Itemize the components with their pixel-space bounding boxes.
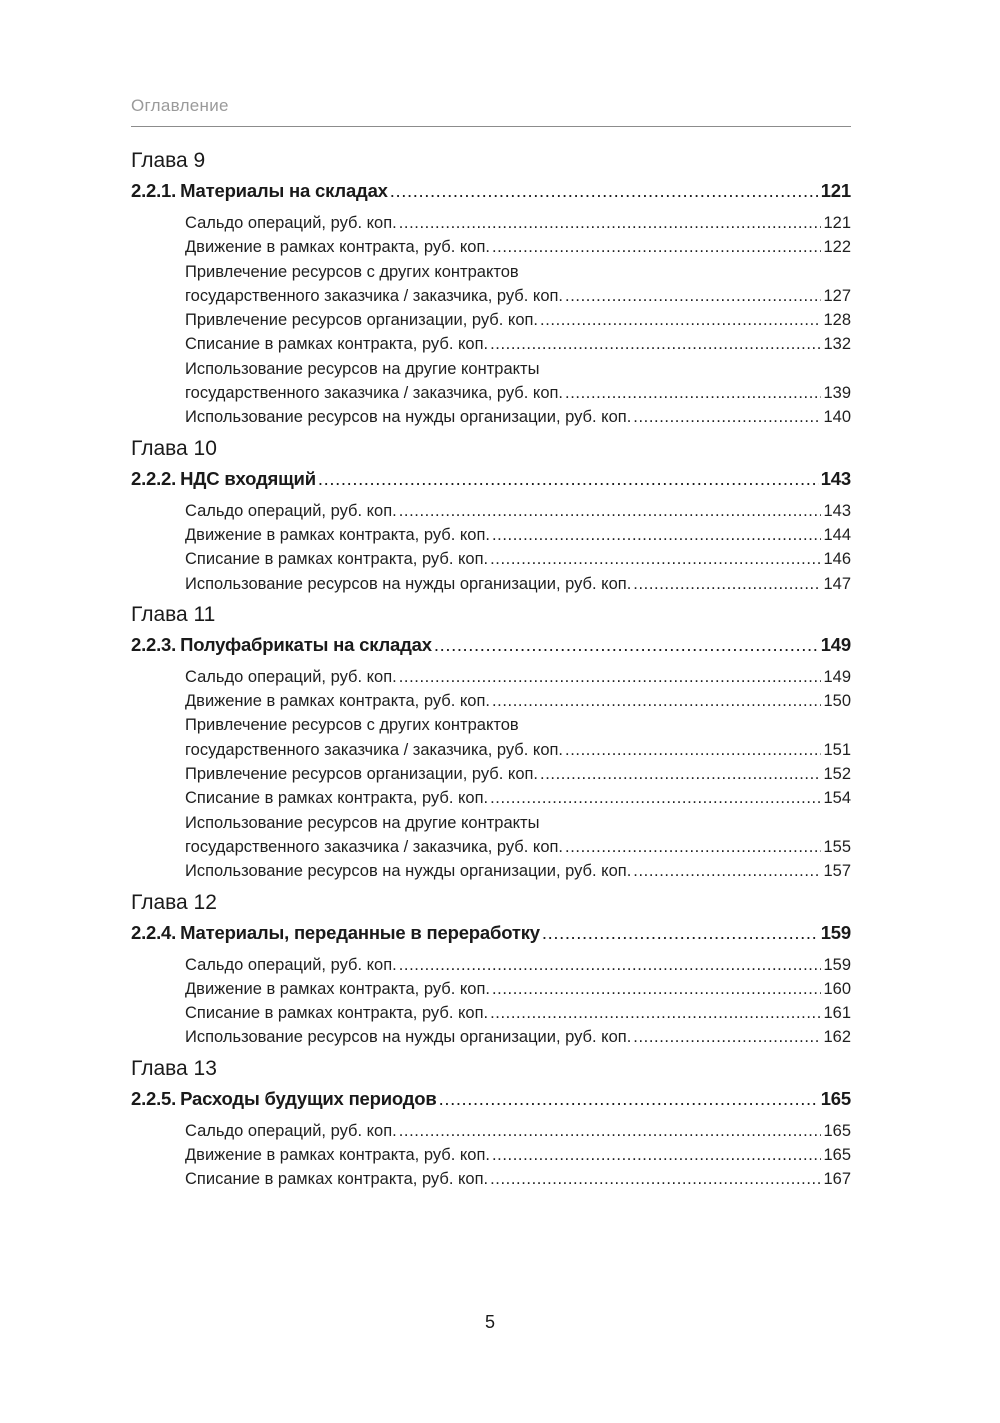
entry-label: государственного заказчика / заказчика, руб. коп. bbox=[185, 837, 564, 856]
section-title: Полуфабрикаты на складах bbox=[180, 633, 432, 655]
dot-leader bbox=[399, 669, 822, 689]
toc-entry-link[interactable] bbox=[185, 572, 851, 596]
entry-page-number: 132 bbox=[823, 335, 851, 354]
section-page-number: 121 bbox=[820, 180, 851, 201]
entry-page-number: 147 bbox=[823, 574, 851, 593]
section-heading-link[interactable] bbox=[131, 1084, 851, 1111]
entry-page-number: 159 bbox=[823, 955, 851, 974]
dot-leader bbox=[565, 742, 821, 762]
section-number: 2.2.5. bbox=[131, 1087, 177, 1109]
entry-page-number: 122 bbox=[823, 238, 851, 257]
entry-label-line: Использование ресурсов на другие контракты bbox=[185, 359, 540, 378]
running-header: Оглавление bbox=[131, 96, 229, 115]
entry-label: Сальдо операций, руб. коп. bbox=[185, 501, 397, 520]
dot-leader bbox=[490, 337, 821, 357]
chapter-title: Глава 11 bbox=[131, 602, 216, 626]
entry-page-number: 121 bbox=[823, 214, 851, 232]
dot-leader bbox=[490, 552, 821, 572]
toc-entry-link[interactable] bbox=[185, 308, 851, 332]
toc-entry-link[interactable] bbox=[185, 977, 851, 1001]
toc-entry-link[interactable] bbox=[185, 1119, 851, 1143]
entry-label: Списание в рамках контракта, руб. коп. bbox=[185, 789, 489, 808]
entry-label: Движение в рамках контракта, руб. коп. bbox=[185, 692, 490, 711]
entry-page-number: 139 bbox=[823, 384, 851, 403]
entry-page-number: 165 bbox=[823, 1146, 851, 1165]
toc-entry-link[interactable] bbox=[185, 547, 851, 571]
dot-leader bbox=[399, 957, 822, 977]
entry-page-number: 162 bbox=[823, 1028, 851, 1047]
toc-entry-link[interactable] bbox=[185, 953, 851, 977]
entry-label: Использование ресурсов на нужды организации, руб. коп. bbox=[185, 408, 632, 427]
dot-leader bbox=[490, 1006, 821, 1026]
toc-entry-link[interactable] bbox=[185, 523, 851, 547]
entry-page-number: 157 bbox=[823, 862, 851, 881]
toc-entry-link[interactable] bbox=[185, 1143, 851, 1167]
entry-page-number: 128 bbox=[823, 311, 851, 330]
section-title: Материалы на складах bbox=[180, 180, 388, 201]
dot-leader bbox=[565, 386, 821, 406]
entry-page-number: 167 bbox=[823, 1170, 851, 1189]
entry-label: государственного заказчика / заказчика, руб. коп. bbox=[185, 740, 564, 759]
toc-entry-link[interactable] bbox=[185, 235, 851, 259]
entry-page-number: 165 bbox=[823, 1121, 851, 1140]
toc-entry-link[interactable] bbox=[185, 762, 851, 786]
page-number: 5 bbox=[484, 1312, 495, 1332]
entry-page-number: 143 bbox=[823, 501, 851, 520]
toc-entry-link[interactable] bbox=[185, 859, 851, 883]
entry-label: Использование ресурсов на нужды организации, руб. коп. bbox=[185, 574, 632, 593]
chapter-block bbox=[131, 602, 851, 884]
dot-leader bbox=[490, 1172, 821, 1192]
section-title: Расходы будущих периодов bbox=[180, 1087, 437, 1109]
entry-page-number: 150 bbox=[823, 692, 851, 711]
dot-leader bbox=[399, 503, 822, 523]
entry-label: Привлечение ресурсов организации, руб. коп. bbox=[185, 311, 539, 330]
section-number: 2.2.2. bbox=[131, 467, 177, 489]
entry-list bbox=[185, 1119, 851, 1192]
toc-entry-link[interactable] bbox=[185, 499, 851, 523]
toc-entry-link[interactable] bbox=[185, 835, 851, 859]
entry-label-line: Привлечение ресурсов с других контрактов bbox=[185, 716, 519, 735]
chapter-title: Глава 10 bbox=[131, 436, 217, 460]
section-page-number: 165 bbox=[820, 1087, 851, 1109]
dot-leader bbox=[399, 216, 822, 236]
toc-entry-link[interactable] bbox=[185, 1001, 851, 1025]
chapter-title: Глава 9 bbox=[131, 149, 206, 172]
entry-label: Сальдо операций, руб. коп. bbox=[185, 214, 397, 232]
entry-list bbox=[185, 211, 851, 430]
entry-page-number: 151 bbox=[823, 740, 851, 759]
section-page-number: 159 bbox=[820, 921, 851, 943]
dot-leader bbox=[633, 1030, 821, 1050]
entry-label: государственного заказчика / заказчика, руб. коп. bbox=[185, 384, 564, 403]
dot-leader bbox=[492, 527, 822, 547]
toc-entry-link[interactable] bbox=[185, 738, 851, 762]
entry-label: Списание в рамках контракта, руб. коп. bbox=[185, 1004, 489, 1023]
toc-entry-link[interactable] bbox=[185, 1025, 851, 1049]
entry-label: Списание в рамках контракта, руб. коп. bbox=[185, 550, 489, 569]
entry-label: Движение в рамках контракта, руб. коп. bbox=[185, 979, 490, 998]
dot-leader bbox=[390, 181, 819, 203]
section-number: 2.2.3. bbox=[131, 633, 177, 655]
entry-label: Привлечение ресурсов организации, руб. коп. bbox=[185, 765, 539, 784]
entry-list bbox=[185, 665, 851, 884]
table-of-contents bbox=[131, 148, 851, 1198]
entry-label: Движение в рамках контракта, руб. коп. bbox=[185, 525, 490, 544]
dot-leader bbox=[318, 468, 819, 490]
entry-page-number: 149 bbox=[823, 667, 851, 686]
toc-entry-link[interactable] bbox=[185, 405, 851, 429]
entry-page-number: 152 bbox=[823, 765, 851, 784]
entry-label: Списание в рамках контракта, руб. коп. bbox=[185, 1170, 489, 1189]
toc-entry-link[interactable] bbox=[185, 284, 851, 308]
dot-leader bbox=[633, 864, 821, 884]
entry-label: Списание в рамках контракта, руб. коп. bbox=[185, 335, 489, 354]
section-heading-link[interactable] bbox=[131, 918, 851, 945]
section-number: 2.2.4. bbox=[131, 921, 177, 943]
entry-list bbox=[185, 953, 851, 1050]
section-title: НДС входящий bbox=[180, 467, 316, 489]
dot-leader bbox=[565, 288, 821, 308]
entry-page-number: 140 bbox=[823, 408, 851, 427]
chapter-title: Глава 12 bbox=[131, 890, 217, 914]
entry-label: Сальдо операций, руб. коп. bbox=[185, 1121, 397, 1140]
dot-leader bbox=[439, 1089, 819, 1111]
toc-entry-link[interactable] bbox=[185, 211, 851, 235]
section-heading-link[interactable] bbox=[131, 630, 851, 657]
toc-entry-link[interactable] bbox=[185, 332, 851, 356]
dot-leader bbox=[633, 576, 821, 596]
dot-leader bbox=[492, 1148, 822, 1168]
entry-label: Использование ресурсов на нужды организации, руб. коп. bbox=[185, 1028, 632, 1047]
section-heading-link[interactable] bbox=[131, 464, 851, 491]
entry-page-number: 161 bbox=[823, 1004, 851, 1023]
chapter-block bbox=[131, 436, 851, 596]
chapter-title: Глава 13 bbox=[131, 1056, 217, 1080]
dot-leader bbox=[490, 791, 821, 811]
dot-leader bbox=[434, 635, 819, 657]
toc-entry-link[interactable] bbox=[185, 786, 851, 810]
dot-leader bbox=[492, 240, 822, 260]
dot-leader bbox=[565, 839, 821, 859]
section-heading-link[interactable] bbox=[131, 176, 851, 203]
entry-page-number: 155 bbox=[823, 837, 851, 856]
section-number: 2.2.1. bbox=[131, 180, 177, 201]
chapter-block bbox=[131, 1056, 851, 1192]
section-page-number: 149 bbox=[820, 633, 851, 655]
section-page-number: 143 bbox=[820, 467, 851, 489]
entry-label: Использование ресурсов на нужды организации, руб. коп. bbox=[185, 862, 632, 881]
toc-entry-link[interactable] bbox=[185, 1167, 851, 1191]
dot-leader bbox=[492, 981, 822, 1001]
entry-page-number: 146 bbox=[823, 550, 851, 569]
entry-label: Сальдо операций, руб. коп. bbox=[185, 667, 397, 686]
entry-label: Движение в рамках контракта, руб. коп. bbox=[185, 1146, 490, 1165]
chapter-block bbox=[131, 890, 851, 1050]
entry-label: Сальдо операций, руб. коп. bbox=[185, 955, 397, 974]
toc-entry-link[interactable] bbox=[185, 665, 851, 689]
entry-page-number: 154 bbox=[823, 789, 851, 808]
entry-label: Движение в рамках контракта, руб. коп. bbox=[185, 238, 490, 257]
entry-label-line: Использование ресурсов на другие контракты bbox=[185, 813, 540, 832]
dot-leader bbox=[540, 313, 821, 333]
chapter-block bbox=[131, 148, 851, 430]
toc-entry-link[interactable] bbox=[185, 689, 851, 713]
dot-leader bbox=[542, 922, 819, 944]
entry-page-number: 127 bbox=[823, 286, 851, 305]
dot-leader bbox=[399, 1123, 822, 1143]
toc-entry-link[interactable] bbox=[185, 381, 851, 405]
section-title: Материалы, переданные в переработку bbox=[180, 921, 540, 943]
entry-label-line: Привлечение ресурсов с других контрактов bbox=[185, 262, 519, 281]
entry-page-number: 144 bbox=[823, 525, 851, 544]
entry-label: государственного заказчика / заказчика, руб. коп. bbox=[185, 286, 564, 305]
entry-page-number: 160 bbox=[823, 979, 851, 998]
entry-list bbox=[185, 499, 851, 596]
header-rule bbox=[131, 126, 851, 127]
dot-leader bbox=[492, 694, 822, 714]
dot-leader bbox=[633, 410, 821, 430]
dot-leader bbox=[540, 767, 821, 787]
